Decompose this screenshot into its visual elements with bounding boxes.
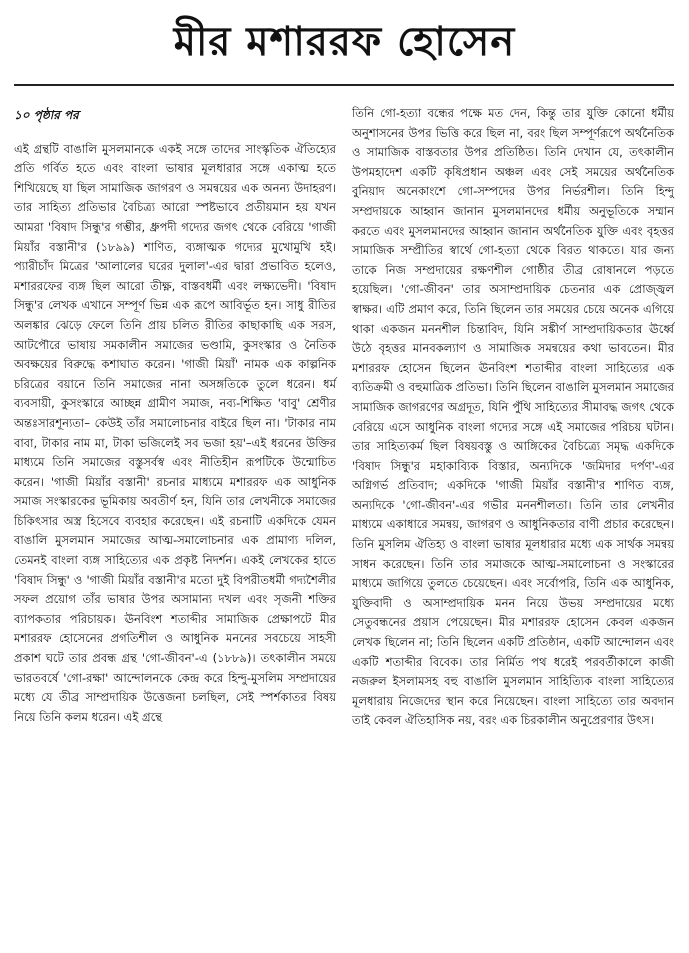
- left-column-text: এই গ্রন্থটি বাঙালি মুসলমানকে একই সঙ্গে তাদের সাংস্কৃতিক ঐতিহ্যের প্রতি গর্বিত হতে এবং বাংলা ভাষার মূলধারার সঙ্গে একাত্ম হতে শিখিয়েছে যা ছিল সামাজিক জাগরণ ও সমন্বয়ের এক অনন্য উদাহরণ। তার সাহিত্য প্রতিভার বৈচিত্র্য আরো স্পষ্টভাবে প্রতীয়মান হয় যখন আমরা 'বিষাদ সিন্ধু'র গম্ভীর, ধ্রুপদী গদ্যের জগৎ থেকে বেরিয়ে 'গাজী মিয়াঁর বস্তানী'র (১৮৯৯) শাণিত, ব্যঙ্গাত্মক গদ্যের মুখোমুখি হই। প্যারীচাঁদ মিত্রের 'আলালের ঘরের দুলাল'-এর দ্বারা প্রভাবিত হলেও, মশাররফের ব্যঙ্গ ছিল আরো তীক্ষ্ণ, বাস্তবধর্মী এবং লক্ষ্যভেদী। 'বিষাদ সিন্ধু'র লেখক এখানে সম্পূর্ণ ভিন্ন এক রূপে আবির্ভূত হন। সাধু রীতির অলঙ্কার ঝেড়ে ফেলে তিনি প্রায় চলিত রীতির কাছাকাছি এক সরস, আটপৌরে ভাষায় সমকালীন সমাজের ভণ্ডামি, কুসংস্কার ও নৈতিক অবক্ষয়ের বিরুদ্ধে কশাঘাত করেন। 'গাজী মিয়াঁ' নামক এক কাল্পনিক চরিত্রের বয়ানে তিনি সমাজের নানা অসঙ্গতিকে তুলে ধরেন। ধর্ম ব্যবসায়ী, কুসংস্কারে আচ্ছন্ন গ্রামীণ সমাজ, নব্য-শিক্ষিত 'বাবু' শ্রেণীর অন্তঃসারশূন্যতা– কেউই তাঁর সমালোচনার বাইরে ছিল না। 'টাকার নাম বাবা, টাকার নাম মা, টাকা ভজিলেই সব ভজা হয়'–এই ধরনের উক্তির মাধ্যমে তিনি সমাজের বস্তুসর্বস্ব এবং নীতিহীন রূপটিকে উন্মোচিত করেন। 'গাজী মিয়াঁর বস্তানী' রচনার মাধ্যমে মশাররফ এক আধুনিক সমাজ সংস্কারকের ভূমিকায় অবতীর্ণ হন, যিনি তার লেখনীকে সমাজের চিকিৎসার অস্ত্র হিসেবে ব্যবহার করেছেন। এই রচনাটি একদিকে যেমন বাঙালি মুসলমান সমাজের আত্ম-সমালোচনার এক প্রামাণ্য দলিল, তেমনই বাংলা ব্যঙ্গ সাহিত্যের এক প্রকৃষ্ট নিদর্শন। একই লেখকের হাতে 'বিষাদ সিন্ধু' ও 'গাজী মিয়াঁর বস্তানী'র মতো দুই বিপরীতধর্মী গদ্যশৈলীর সফল প্রয়োগ তাঁর ভাষার উপর অসামান্য দখল এবং সৃজনী শক্তির ব্যাপকতার পরিচায়ক। ঊনবিংশ শতাব্দীর সামাজিক প্রেক্ষাপটে মীর মশাররফ হোসেনের প্রগতিশীল ও আধুনিক মননের সবচেয়ে সাহসী প্রকাশ ঘটে তার প্রবন্ধ গ্রন্থ 'গো-জীবন'-এ (১৮৮৯)। তৎকালীন সময়ে ভারতবর্ষে 'গো-রক্ষা' আন্দোলনকে কেন্দ্র করে হিন্দু-মুসলিম সম্প্রদায়ের মধ্যে যে তীব্র সাম্প্রদায়িক উত্তেজনা চলছিল, সেই স্পর্শকাতর বিষয় নিয়ে তিনি কলম ধরেন। এই গ্রন্থে: [14, 141, 336, 724]
- title-divider: [14, 84, 674, 86]
- article-title: মীর মশাররফ হোসেন: [173, 19, 516, 65]
- right-column-text: তিনি গো-হত্যা বন্ধের পক্ষে মত দেন, কিন্তু তার যুক্তি কোনো ধর্মীয় অনুশাসনের উপর ভিত্তি করে ছিল না, বরং ছিল সম্পূর্ণরূপে অর্থনৈতিক ও সামাজিক বাস্তবতার উপর প্রতিষ্ঠিত। তিনি দেখান যে, তৎকালীন উপমহাদেশ একটি কৃষিপ্রধান অঞ্চল এবং সেই সময়ের অর্থনৈতিক বুনিয়াদ অনেকাংশে গো-সম্পদের উপর নির্ভরশীল। তিনি হিন্দু সম্প্রদায়কে আহ্বান জানান মুসলমানদের ধর্মীয় অনুভূতিকে সম্মান করতে এবং মুসলমানদের আহ্বান জানান অর্থনৈতিক যুক্তি এবং বৃহত্তর সামাজিক সম্প্রীতির স্বার্থে গো-হত্যা থেকে বিরত থাকতে। যার জন্য তাকে নিজ সম্প্রদায়ের রক্ষণশীল গোষ্ঠীর তীব্র রোষানলে পড়তে হয়েছিল। 'গো-জীবন' তার অসাম্প্রদায়িক চেতনার এক প্রোজ্জ্বল স্বাক্ষর। এটি প্রমাণ করে, তিনি ছিলেন তার সময়ের চেয়ে অনেক এগিয়ে থাকা একজন মননশীল চিন্তাবিদ, যিনি সঙ্কীর্ণ সাম্প্রদায়িকতার ঊর্ধ্বে উঠে বৃহত্তর মানবকল্যাণ ও সামাজিক সমন্বয়ের কথা ভাবতেন। মীর মশাররফ হোসেন ছিলেন ঊনবিংশ শতাব্দীর বাংলা সাহিত্যের এক ব্যতিক্রমী ও বহুমাত্রিক প্রতিভা। তিনি ছিলেন বাঙালি মুসলমান সমাজের সামাজিক জাগরণের অগ্রদূত, যিনি পুঁথি সাহিত্যের সীমাবদ্ধ জগৎ থেকে বেরিয়ে এসে আধুনিক বাংলা গদ্যের সঙ্গে এই সমাজের পরিচয় ঘটান। তার সাহিত্যকর্ম ছিল বিষয়বস্তু ও আঙ্গিকের বৈচিত্র্যে সমৃদ্ধ একদিকে 'বিষাদ সিন্ধু'র মহাকাব্যিক বিস্তার, অন্যদিকে 'জমিদার দর্পণ'-এর অগ্নিগর্ভ প্রতিবাদ; একদিকে 'গাজী মিয়াঁর বস্তানী'র শাণিত ব্যঙ্গ, অন্যদিকে 'গো-জীবন'-এর গভীর মননশীলতা। তিনি তার লেখনীর মাধ্যমে একাধারে সমন্বয়, জাগরণ ও আধুনিকতার বাণী প্রচার করেছেন। তিনি মুসলিম ঐতিহ্য ও বাংলা ভাষার মূলধারার মধ্যে এক সার্থক সমন্বয় সাধন করেছেন। তিনি তার সমাজকে আত্ম-সমালোচনা ও সংস্কারের মাধ্যমে জাগিয়ে তুলতে চেয়েছেন। এবং সর্বোপরি, তিনি এক আধুনিক, যুক্তিবাদী ও অসাম্প্রদায়িক মনন নিয়ে উভয় সম্প্রদায়ের মধ্যে সেতুবন্ধনের প্রয়াস পেয়েছেন। মীর মশাররফ হোসেন কেবল একজন লেখক ছিলেন না; তিনি ছিলেন একটি প্রতিষ্ঠান, একটি আন্দোলন এবং একটি শতাব্দীর বিবেক। তার নির্মিত পথ ধরেই পরবর্তীকালে কাজী নজরুল ইসলামসহ বহু বাঙালি মুসলমান সাহিত্যিক বাংলা সাহিত্যের মূলধারায় নিজেদের স্থান করে নিয়েছেন। বাংলা সাহিত্যে তার অবদান তাই কেবল ঐতিহাসিক নয়, বরং এক চিরকালীন অনুপ্রেরণার উৎস।: [352, 106, 674, 728]
- right-column: [352, 104, 674, 731]
- continued-from-label: ১০ পৃষ্ঠার পর: [14, 108, 79, 122]
- left-column: [14, 106, 336, 727]
